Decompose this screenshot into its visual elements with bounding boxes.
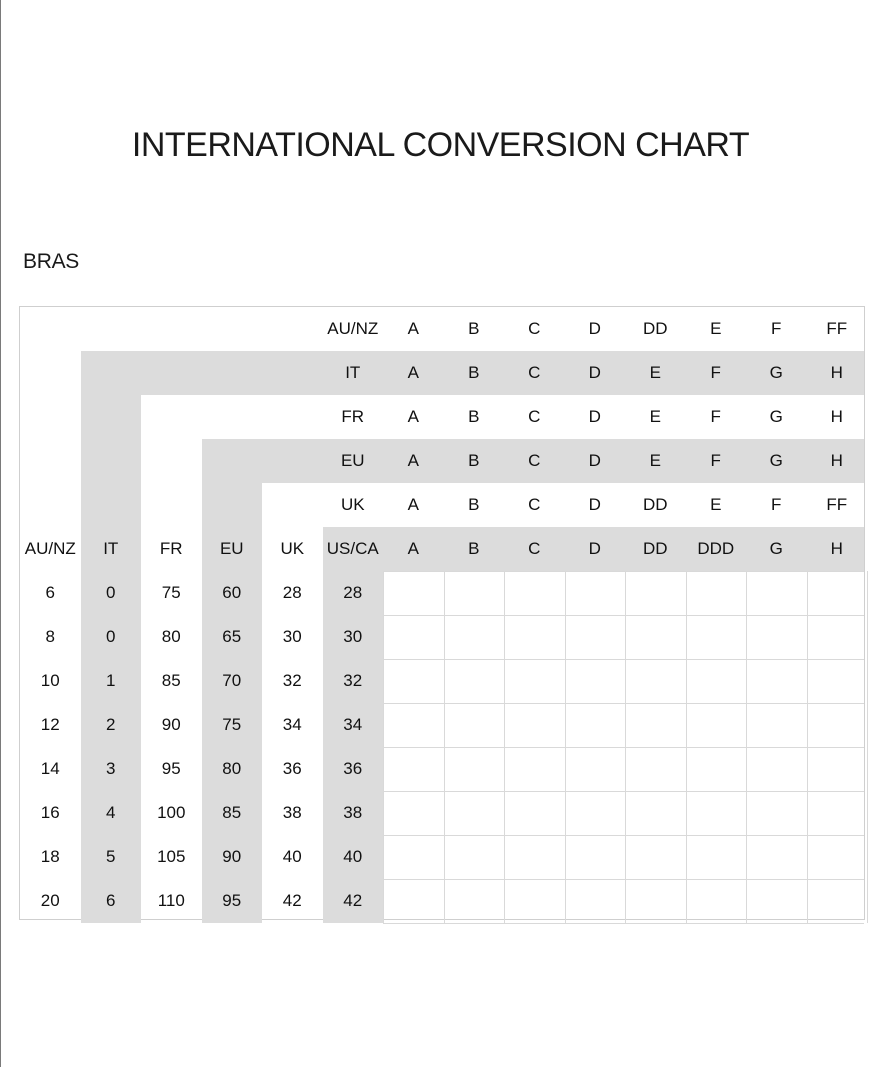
cup-row-label: US/CA [326,539,379,558]
cup-size-cell: F [710,407,721,426]
band-column-header: AU/NZ [24,539,76,558]
band-size-cell: 110 [157,891,185,910]
cup-size-cell: F [771,319,782,338]
cup-size-cell: A [407,363,419,382]
band-size-cell: 2 [106,715,116,734]
band-size-cell: 8 [45,627,55,646]
band-size-cell: 0 [106,583,116,602]
band-size-cell: 38 [343,803,363,822]
band-size-cell: 40 [282,847,302,866]
cup-size-cell: H [830,407,843,426]
band-size-cell: 75 [161,583,181,602]
band-size-cell: 0 [106,627,116,646]
grid-line-horizontal [383,615,864,616]
band-size-cell: 60 [222,583,242,602]
grid-line-horizontal [383,747,864,748]
cup-row-label: FR [341,407,365,426]
bra-size-conversion-table [19,306,865,920]
band-size-cell: 6 [106,891,116,910]
band-size-cell: 85 [222,803,242,822]
cup-size-cell: H [830,363,843,382]
cup-size-cell: D [588,407,601,426]
cup-size-cell: FF [826,495,848,514]
band-column-header: FR [159,539,183,558]
grid-line-vertical [867,571,868,923]
band-size-cell: 75 [222,715,242,734]
band-size-cell: 28 [282,583,302,602]
band-size-cell: 36 [343,759,363,778]
band-size-cell: 95 [161,759,181,778]
band-size-cell: 90 [222,847,242,866]
cup-size-cell: B [468,363,480,382]
band-size-cell: 34 [282,715,302,734]
band-size-cell: 32 [282,671,302,690]
cup-size-cell: D [588,495,601,514]
cup-size-cell: B [468,319,480,338]
cup-size-cell: DD [642,319,668,338]
cup-size-cell: B [468,407,480,426]
band-column-header: EU [219,539,244,558]
grid-line-horizontal [383,923,864,924]
band-size-cell: 95 [222,891,242,910]
section-label-bras: BRAS [23,250,79,273]
cup-size-cell: A [407,407,419,426]
cup-size-cell: D [588,363,601,382]
cup-size-cell: DD [642,495,668,514]
cup-size-cell: B [468,451,480,470]
band-column-header: UK [280,539,305,558]
band-size-cell: 100 [157,803,186,822]
cup-row-label: EU [340,451,365,470]
cup-size-cell: H [830,451,843,470]
band-size-cell: 4 [106,803,116,822]
cup-size-cell: C [528,363,541,382]
cup-size-cell: C [528,495,541,514]
cup-size-cell: E [710,495,722,514]
band-size-cell: 80 [222,759,242,778]
band-size-cell: 80 [161,627,181,646]
cup-size-cell: C [528,407,541,426]
band-size-cell: 65 [222,627,242,646]
cup-size-cell: H [830,539,843,558]
band-column-header: IT [103,539,119,558]
band-size-cell: 12 [40,715,60,734]
grid-line-horizontal [383,791,864,792]
band-size-cell: 85 [161,671,181,690]
cup-size-cell: DD [642,539,668,558]
cup-size-cell: E [649,451,661,470]
grid-line-horizontal [383,879,864,880]
band-size-cell: 38 [282,803,302,822]
cup-row-label: UK [340,495,365,514]
cup-size-cell: A [407,319,419,338]
grid-line-horizontal [383,659,864,660]
cup-size-cell: B [468,539,480,558]
band-size-cell: 14 [40,759,60,778]
band-size-cell: 18 [40,847,60,866]
cup-size-cell: F [710,451,721,470]
band-size-cell: 42 [282,891,302,910]
band-size-cell: 105 [157,847,186,866]
cup-size-cell: G [769,539,783,558]
band-size-cell: 30 [282,627,302,646]
cup-size-cell: G [769,363,783,382]
cup-size-cell: E [649,363,661,382]
band-size-cell: 36 [282,759,302,778]
cup-size-cell: C [528,451,541,470]
cup-size-cell: D [588,319,601,338]
band-size-cell: 42 [343,891,363,910]
cup-size-cell: E [649,407,661,426]
band-size-cell: 6 [45,583,55,602]
cup-size-cell: C [528,319,541,338]
cup-size-cell: D [588,539,601,558]
grid-line-horizontal [383,703,864,704]
page-title: INTERNATIONAL CONVERSION CHART [131,126,750,164]
band-size-cell: 20 [40,891,60,910]
band-size-cell: 32 [343,671,363,690]
band-size-cell: 28 [343,583,363,602]
cup-size-cell: B [468,495,480,514]
band-size-cell: 70 [222,671,242,690]
band-size-cell: 30 [343,627,363,646]
cup-size-cell: FF [826,319,848,338]
band-size-cell: 1 [106,671,116,690]
band-size-cell: 5 [106,847,116,866]
band-size-cell: 90 [161,715,181,734]
cup-row-label: AU/NZ [327,319,379,338]
cup-size-cell: A [407,539,419,558]
band-size-cell: 10 [40,671,60,690]
cup-size-cell: A [407,451,419,470]
cup-size-cell: E [710,319,722,338]
band-size-cell: 40 [343,847,363,866]
cup-size-cell: F [710,363,721,382]
band-size-cell: 3 [106,759,116,778]
grid-line-horizontal [383,835,864,836]
cup-size-cell: G [769,451,783,470]
band-size-cell: 34 [343,715,363,734]
grid-line-horizontal [383,571,864,572]
cup-size-cell: G [769,407,783,426]
cup-size-cell: F [771,495,782,514]
cup-size-cell: DDD [697,539,735,558]
band-size-cell: 16 [40,803,60,822]
cup-size-cell: D [588,451,601,470]
cup-size-cell: A [407,495,419,514]
cup-row-label: IT [345,363,361,382]
cup-size-cell: C [528,539,541,558]
